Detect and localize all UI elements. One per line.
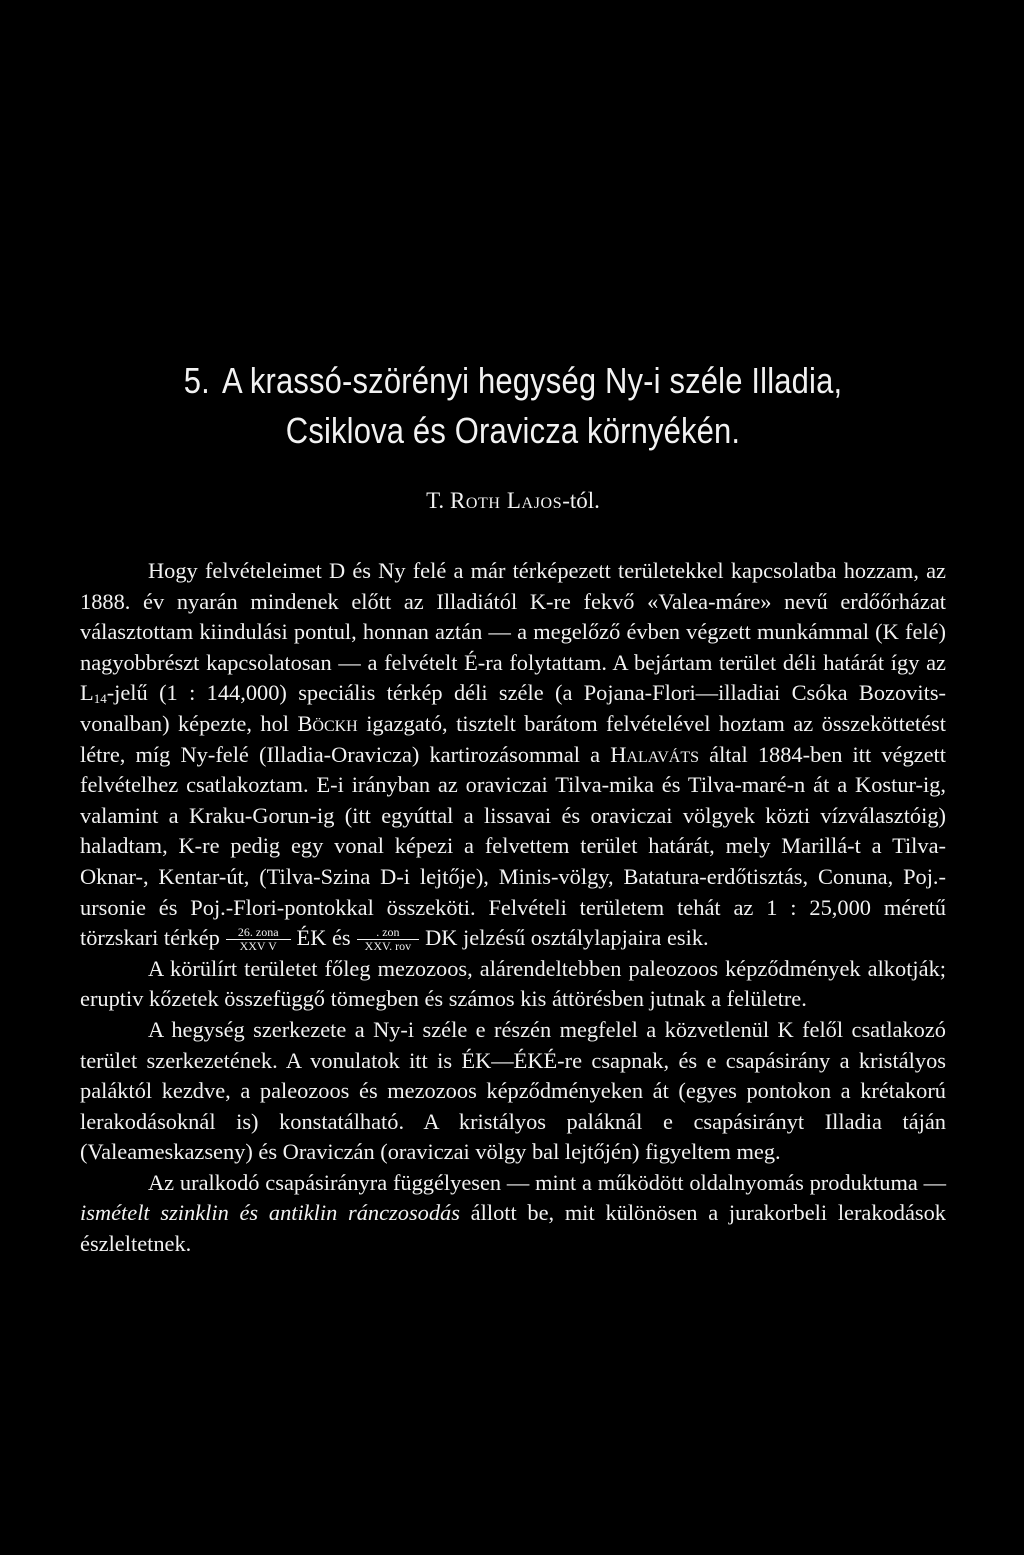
author-suffix: -tól. [562,488,600,513]
p1-text-e: ÉK és [296,925,351,951]
fraction-ek-denominator: XXV V [239,939,277,954]
fraction-dk-denominator: XXV. rov [364,939,412,954]
paragraph-2: A körülírt területet főleg mezozoos, alárendeltebben paleozoos képződmények alkotják; eruptiv kőzetek összefüggő tömegben és számos kis áttörésben jutnak a felületre. [80,955,946,1012]
fraction-ek-numerator: 26. zona [226,926,291,940]
p1-text-a: Hogy felvételeimet D és Ny felé a már térképezett területekkel kapcsolatba hozzam, az 1888. év nyarán mindenek előtt az Illadiától K-re fekvő «Valea-máre» nevű erdőőrházat választottam kiindulási pontul, honnan aztán — a megelőző évben végzett munkámmal (K felé) nagyobbrészt kapcsolatosan — a felvételt É-ra folytattam. A bejártam terület déli határát így az L [80,558,946,706]
p1-text-d: által 1884-ben itt végzett felvételhez csatlakoztam. E-i irányban az oraviczai Tilva-mika és Tilva-maré-n át a Kostur-ig, valamint a Kraku-Gorun-ig (itt egyúttal a lissavai és oraviczai völgyek közti vízválasztóig) haladtam, K-re pedig egy vonal képezi a felvettem terület határát, mely Marillá-t a Tilva-Oknar-, Kentar-út, (Tilva-Szina D-i lejtője), Minis-völgy, Batatura-erdőtisztás, Conuna, Poj.-ursonie és Poj.-Flori-pontokkal összeköti. Felvételi területem tehát az 1 : 25,000 méretű törzskari térkép [80,741,946,951]
paragraph-1 [80,556,946,954]
document-page [80,356,946,1260]
paragraph-3: A hegység szerkezete a Ny-i széle e részén megfelel a közvetlenül K felől csatlakozó terület szerkezetének. A vonulatok itt is ÉK—ÉKÉ-re csapnak, és e csapásirány a kristályos paláktól kezdve, a paleozoos és mezozoos képződményeken át (egyes pontokon a krétakorú lerakodásoknál is) konstatálható. A kristályos paláknál e csapásirányt Illadia táján (Valeameskazseny) és Oraviczán (oraviczai völgy bal lejtőjén) figyeltem meg. [80,1016,946,1165]
section-title: A krassó-szörényi hegység Ny-i széle Illadia, Csiklova és Oravicza környékén. [221,360,843,451]
fraction-dk-numerator: . zon [357,926,419,940]
p1-text-c: igazgató, tisztelt barátom felvételével hoztam az összeköttetést létre, míg Ny-felé (Illadia-Oravicza) kartirozásommal a [80,710,946,767]
sheet-fraction-ek [226,926,291,953]
p4-emphasis: ismételt szinklin és antiklin ránczosodás [80,1200,460,1226]
p1-text-f: DK jelzésű osztálylapjaira esik. [425,925,709,951]
author-line [80,486,946,516]
p4-text-b: állott be, mit különösen a jurakorbeli lerakodások észleltetnek. [80,1200,946,1257]
p1-text-b: -jelű (1 : 144,000) speciális térkép déli széle (a Pojana-Flori—illadiai Csóka Bozovits-vonalban) képezte, hol [80,680,946,736]
paragraph-4 [80,1168,946,1260]
sheet-fraction-dk [357,926,419,953]
name-bockh: Böckh [297,710,358,736]
section-heading [141,356,886,456]
map-sheet-subscript: 14 [93,691,107,707]
section-number: 5. [183,360,210,401]
author-name: Roth Lajos [449,488,563,513]
author-initial: T. [426,488,445,513]
name-halavats: Halaváts [610,741,699,767]
p4-text-a: Az uralkodó csapásirányra függélyesen — mint a működött oldalnyomás produktuma — [148,1169,946,1195]
